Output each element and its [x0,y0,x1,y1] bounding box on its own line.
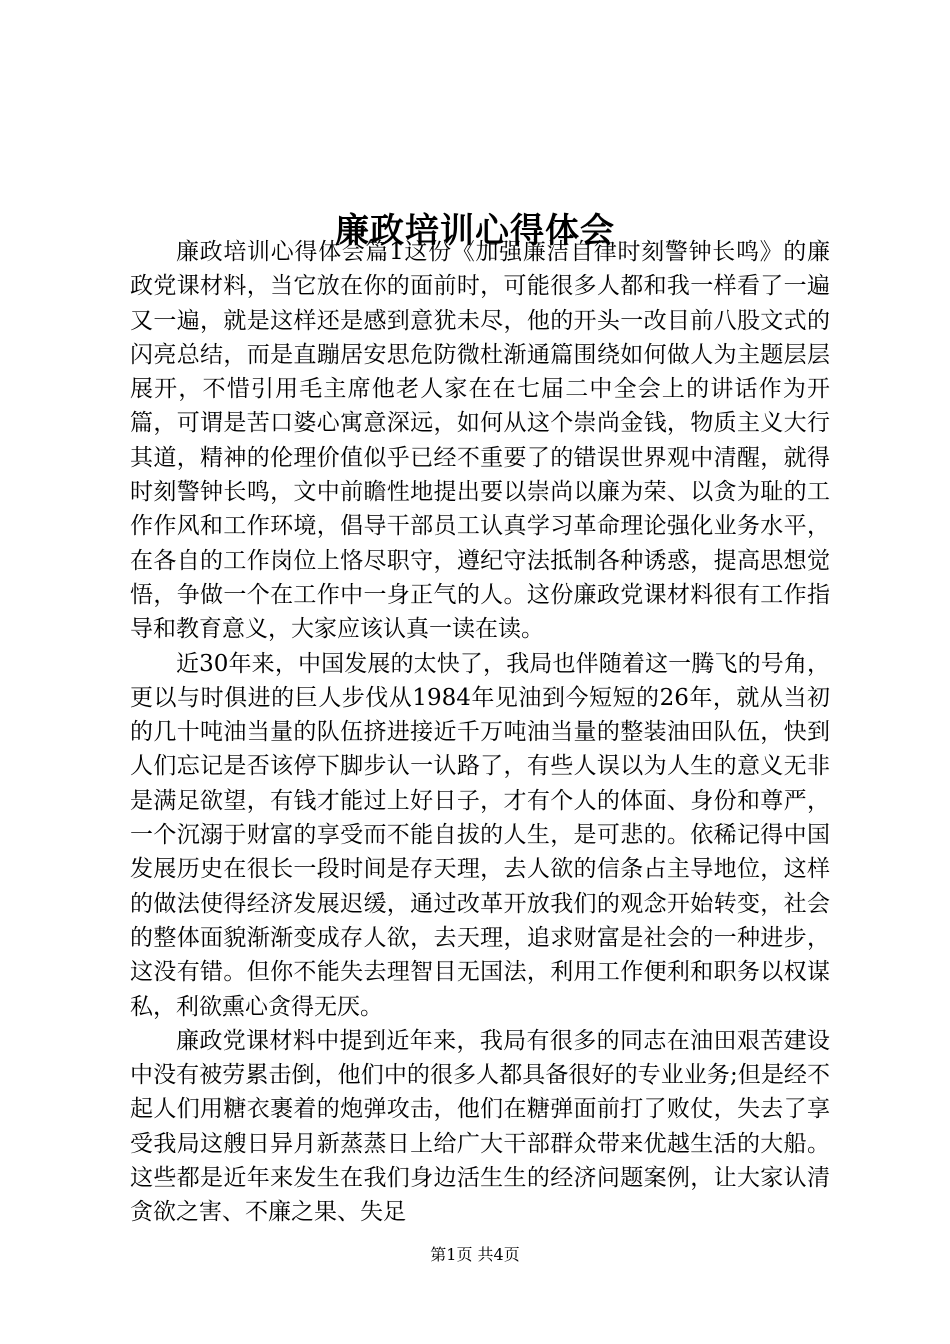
page-number-footer: 第1页 共4页 [430,1245,520,1264]
document-title: 廉政培训心得体会 [335,210,615,251]
document-body [130,235,830,1230]
paragraph-3: 廉政党课材料中提到近年来，我局有很多的同志在油田艰苦建设中没有被劳累击倒，他们中的很多人都具备很好的专业业务;但是经不起人们用糖衣裹着的炮弹攻击，他们在糖弹面前打了败仗，失去了享受我局这艘日异月新蒸蒸日上给广大干部群众带来优越生活的大船。这些都是近年来发生在我们身边活生生的经济问题案例，让大家认清贪欲之害、不廉之果、失足 [130,1027,830,1226]
paragraph-1: 廉政培训心得体会篇1这份《加强廉洁自律时刻警钟长鸣》的廉政党课材料，当它放在你的面前时，可能很多人都和我一样看了一遍又一遍，就是这样还是感到意犹未尽，他的开头一改目前八股文式的闪亮总结，而是直蹦居安思危防微杜渐通篇围绕如何做人为主题层层展开，不惜引用毛主席他老人家在在七届二中全会上的讲话作为开篇，可谓是苦口婆心寓意深远，如何从这个崇尚金钱，物质主义大行其道，精神的伦理价值似乎已经不重要了的错误世界观中清醒，就得时刻警钟长鸣，文中前瞻性地提出要以崇尚以廉为荣、以贪为耻的工作作风和工作环境，倡导干部员工认真学习革命理论强化业务水平，在各自的工作岗位上恪尽职守，遵纪守法抵制各种诱惑，提高思想觉悟，争做一个在工作中一身正气的人。这份廉政党课材料很有工作指导和教育意义，大家应该认真一读在读。 [130,239,830,643]
paragraph-2: 近30年来，中国发展的太快了，我局也伴随着这一腾飞的号角，更以与时俱进的巨人步伐从1984年见油到今短短的26年，就从当初的几十吨油当量的队伍挤进接近千万吨油当量的整装油田队伍，快到人们忘记是否该停下脚步认一认路了，有些人误以为人生的意义无非是满足欲望，有钱才能过上好日子，才有个人的体面、身份和尊严，一个沉溺于财富的享受而不能自拔的人生，是可悲的。依稀记得中国发展历史在很长一段时间是存天理，去人欲的信条占主导地位，这样的做法使得经济发展迟缓，通过改革开放我们的观念开始转变，社会的整体面貌渐渐变成存人欲，去天理，追求财富是社会的一种进步，这没有错。但你不能失去理智目无国法，利用工作便利和职务以权谋私，利欲熏心贪得无厌。 [130,650,830,1020]
